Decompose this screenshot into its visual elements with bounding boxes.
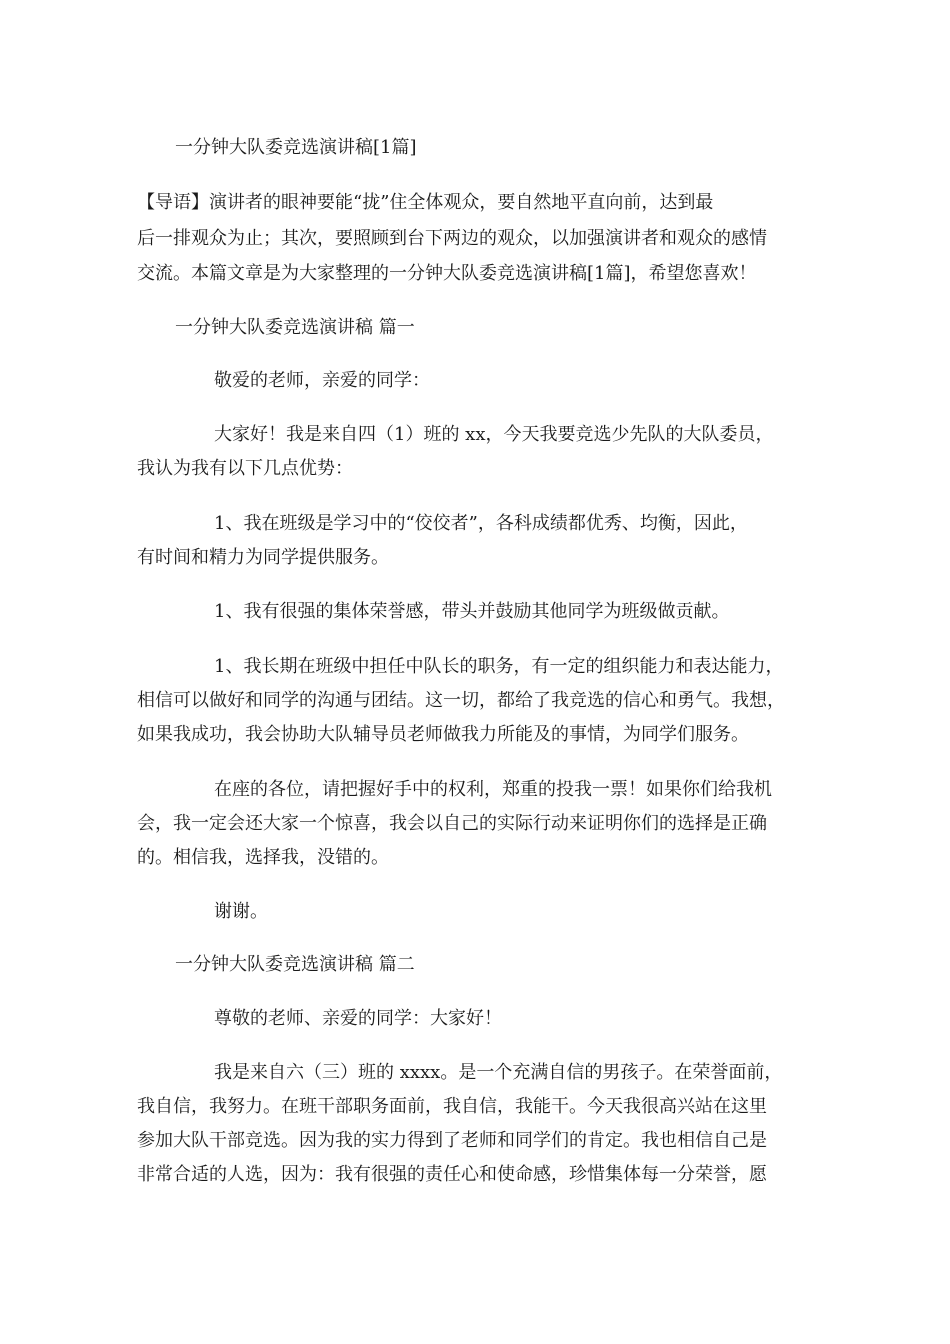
intro-line-2: 后一排观众为止；其次，要照顾到台下两边的观众，以加强演讲者和观众的感情 (137, 228, 767, 249)
section1-p5-line-2: 会，我一定会还大家一个惊喜，我会以自己的实际行动来证明你们的选择是正确 (137, 813, 767, 834)
section2-p1-line-3: 参加大队干部竞选。因为我的实力得到了老师和同学们的肯定。我也相信自己是 (137, 1130, 767, 1151)
section1-greeting: 敬爱的老师，亲爱的同学： (214, 370, 430, 391)
intro-line-3: 交流。本篇文章是为大家整理的一分钟大队委竞选演讲稿[1篇]，希望您喜欢！ (137, 263, 757, 284)
section2-p1-line-4: 非常合适的人选，因为：我有很强的责任心和使命感，珍惜集体每一分荣誉，愿 (137, 1164, 767, 1185)
section2-p1-line-2: 我自信，我努力。在班干部职务面前，我自信，我能干。今天我很高兴站在这里 (137, 1096, 767, 1117)
section2-p1-line-1: 我是来自六（三）班的 xxxx。是一个充满自信的男孩子。在荣誉面前， (214, 1062, 783, 1083)
section1-p1-line-2: 我认为我有以下几点优势： (137, 458, 353, 479)
section1-p2-line-2: 有时间和精力为同学提供服务。 (137, 547, 389, 568)
section-heading-1: 一分钟大队委竞选演讲稿 篇一 (175, 317, 415, 338)
section1-p3-line-1: 1、我有很强的集体荣誉感，带头并鼓励其他同学为班级做贡献。 (214, 601, 730, 622)
section1-p4-line-3: 如果我成功，我会协助大队辅导员老师做我力所能及的事情，为同学们服务。 (137, 724, 749, 745)
section1-p2-line-1: 1、我在班级是学习中的“佼佼者”，各科成绩都优秀、均衡，因此， (214, 513, 748, 534)
intro-line-1: 【导语】演讲者的眼神要能“拢”住全体观众，要自然地平直向前，达到最 (137, 192, 714, 213)
section1-closing: 谢谢。 (214, 901, 268, 922)
section1-p1-line-1: 大家好！我是来自四（1）班的 xx，今天我要竞选少先队的大队委员， (214, 424, 774, 445)
section1-p4-line-1: 1、我长期在班级中担任中队长的职务，有一定的组织能力和表达能力， (214, 656, 784, 677)
section1-p5-line-1: 在座的各位，请把握好手中的权利，郑重的投我一票！如果你们给我机 (214, 779, 772, 800)
section-heading-2: 一分钟大队委竞选演讲稿 篇二 (175, 954, 415, 975)
section1-p4-line-2: 相信可以做好和同学的沟通与团结。这一切，都给了我竞选的信心和勇气。我想， (137, 690, 785, 711)
section1-p5-line-3: 的。相信我，选择我，没错的。 (137, 847, 389, 868)
document-title: 一分钟大队委竞选演讲稿[1篇] (175, 137, 417, 158)
section2-greeting: 尊敬的老师、亲爱的同学：大家好！ (214, 1008, 502, 1029)
